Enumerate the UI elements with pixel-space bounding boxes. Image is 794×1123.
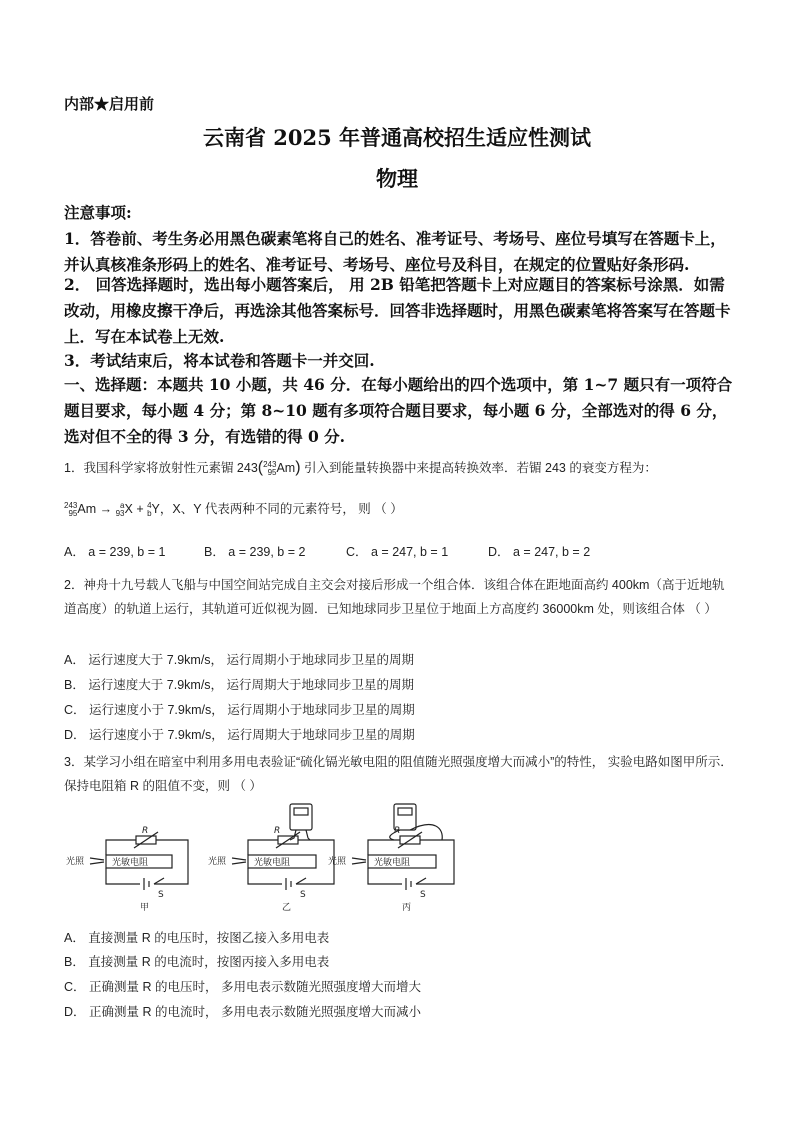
s-label-3: S [420,890,426,900]
q2-option-c[interactable]: C． 运行速度小于 7.9km/s， 运行周期小于地球同步卫星的周期 [64,703,415,717]
eq-atomic-number: 95 [68,508,78,518]
eq-symbol: Am [77,502,97,516]
subject-title: 物理 [376,166,418,191]
exam-title: 云南省 2025 年普通高校招生适应性测试 [202,125,592,150]
question-1-stem: 1．我国科学家将放射性元素镅 243(243 95Am) 引入到能量转换器中来提高转换效率．若镅 243 的衰变方程为： [64,459,657,477]
question-2-stem: 2．神舟十九号载人飞船与中国空间站完成自主交会对接后形成一个组合体．该组合体在距地面高约 400km（高于近地轨道高度）的轨道上运行，其轨道可近似视为圆．已知地球同步卫星位于地面上方高度约 36000km 处，则该组合体 （ ） [64,578,725,616]
circuit-yi [232,804,334,890]
question-1-options [64,542,590,560]
q1-option-c[interactable]: C． a = 247, b = 1 [346,545,449,559]
resistor-label-3: 光敏电阻 [374,858,411,868]
circuit-bing [352,804,454,890]
caption-bing: 丙 [402,903,412,913]
q1-option-d[interactable]: D． a = 247, b = 2 [488,545,591,559]
nuclide-atomic-number: 95 [267,467,277,477]
eq-x-sup: a [120,500,125,510]
q1-stem-part-a: 1．我国科学家将放射性元素镅 243 [64,461,258,475]
light-label-1: 光照 [66,857,85,867]
eq-x-sub: 93 [115,508,125,518]
q2-option-b[interactable]: B． 运行速度大于 7.9km/s， 运行周期大于地球同步卫星的周期 [64,678,415,692]
q3-option-c[interactable]: C． 正确测量 R 的电压时， 多用电表示数随光照强度增大而增大 [64,980,421,994]
note-item-3: 3．考试结束后，将本试卷和答题卡一并交回. [64,351,375,370]
note-item-1: 1．答卷前、考生务必用黑色碳素笔将自己的姓名、准考证号、考场号、座位号填写在答题卡上，并认真核准条形码上的姓名、准考证号、考场号、座位号及科目，在规定的位置贴好条形码. [64,229,726,274]
q2-option-d[interactable]: D． 运行速度小于 7.9km/s， 运行周期大于地球同步卫星的周期 [64,728,415,742]
eq-x: X [124,502,133,516]
confidential-label: 内部★启用前 [64,95,155,113]
circuit-figures [64,798,464,914]
resistor-label-2: 光敏电阻 [254,858,291,868]
q1-option-a[interactable]: A． a = 239, b = 1 [64,545,166,559]
q1-stem-part-b: 引入到能量转换器中来提高转换效率．若镅 243 的衰变方程为： [304,461,657,475]
eq-y-sup: 4 [147,500,152,510]
s-label-2: S [300,890,306,900]
section-heading: 一、选择题：本题共 10 小题，共 46 分．在每小题给出的四个选项中，第 1~7 题只有一项符合题目要求，每小题 4 分；第 8~10 题有多项符合题目要求，每小题 6 分，全部选对的得 6 分，选对但不全的得 3 分，有选错的得 0 分. [64,375,733,446]
resistor-label-1: 光敏电阻 [112,858,149,868]
note-item-2: 2． 回答选择题时，选出每小题答案后， 用 2B 铅笔把答题卡上对应题目的答案标号涂黑．如需改动，用橡皮擦干净后，再选涂其他答案标号．回答非选择题时，用黑色碳素笔将答案写在答题卡上．写在本试卷上无效. [64,275,731,346]
s-label-1: S [158,890,164,900]
q3-option-d[interactable]: D． 正确测量 R 的电流时， 多用电表示数随光照强度增大而减小 [64,1005,421,1019]
light-label-3: 光照 [328,857,347,867]
eq-tail: ，X、Y 代表两种不同的元素符号， 则 （ ） [159,502,403,516]
eq-mass-number: 243 [64,500,78,510]
nuclide-symbol: Am [276,461,296,475]
question-1-equation: 243 95Am → a 93X + 4 bY，X、Y 代表两种不同的元素符号， 则 （ ） [64,500,403,518]
caption-yi: 乙 [282,903,292,913]
eq-y: Y [151,502,160,516]
caption-jia: 甲 [140,903,150,913]
r-label-3: R [394,826,401,836]
q1-option-b[interactable]: B． a = 239, b = 2 [204,545,306,559]
q3-option-b[interactable]: B． 直接测量 R 的电流时，按图丙接入多用电表 [64,955,330,969]
light-label-2: 光照 [208,857,227,867]
nuclide-mass-number: 243 [263,459,277,469]
q3-option-a[interactable]: A． 直接测量 R 的电压时，按图乙接入多用电表 [64,931,330,945]
eq-y-sub: b [147,508,152,518]
r-label-2: R [274,826,281,836]
question-3-stem: 3．某学习小组在暗室中利用多用电表验证“硫化镉光敏电阻的阻值随光照强度增大而减小”的特性， 实验电路如图甲所示．保持电阻箱 R 的阻值不变，则 （ ） [64,755,733,793]
q2-option-a[interactable]: A． 运行速度大于 7.9km/s， 运行周期小于地球同步卫星的周期 [64,653,415,667]
notes-heading: 注意事项: [64,203,132,222]
r-label-1: R [142,826,149,836]
